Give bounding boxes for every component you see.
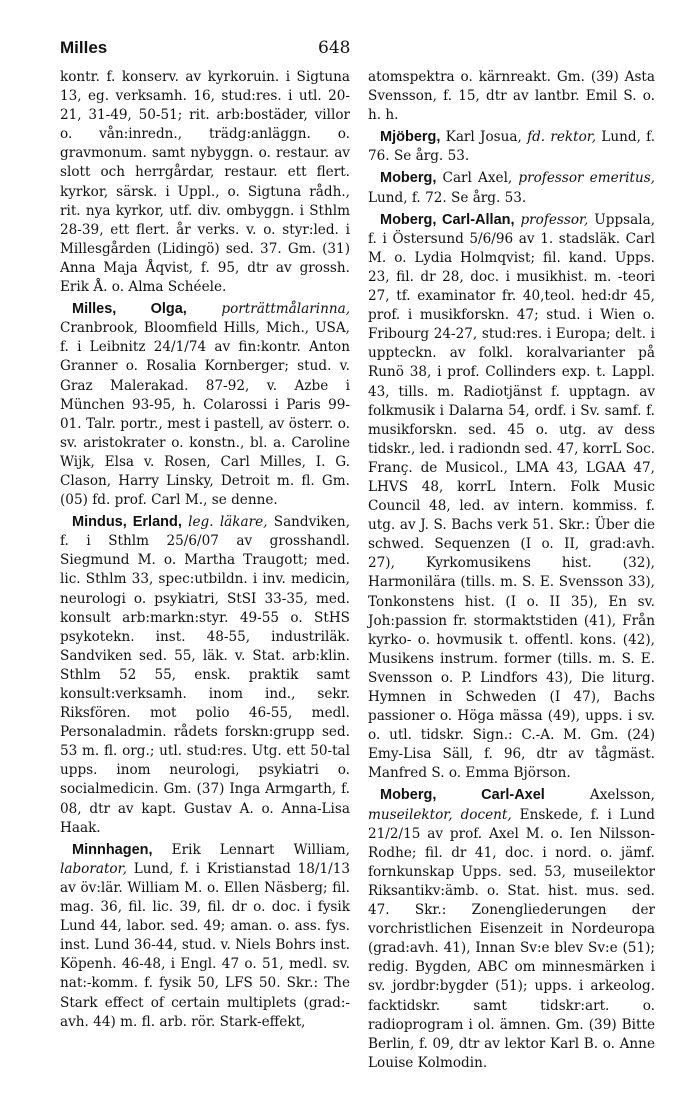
entry-milles-olga: [60, 300, 350, 510]
entry-moberg-carl-axel-axelsson: [368, 786, 655, 1072]
page-header: [60, 38, 615, 62]
entry-moberg-carl-allan: [368, 211, 655, 784]
entry-given-names: Karl Josua,: [445, 129, 522, 146]
entry-role: professor emeritus,: [518, 170, 655, 187]
entry-headword: Mindus, Erland,: [72, 514, 182, 531]
entry-text: Lund, f. i Kristianstad 18/1/13 av öv:lär. William M. o. Ellen Näsberg; fil. mag. 36, fil. lic. 39, fil. dr o. doc. i fysik Lund 44, labor. sed. 49; aman. o. ass. fys. inst. Lund 36-44, stud. v. Niels Bohrs inst. Köpenh. 46-48, i Engl. 47 o. 51, medl. sv. nat:-komm. f. fysik 50, LFS 50. Skr.: The Stark effect of certain multiplets (grad:-avh. 44) m. fl. arb. rör. Stark-effekt,: [60, 860, 351, 1030]
entry-mindus-erland: [60, 513, 350, 838]
entry-text: kontr. f. konserv. av kyrkoruin. i Sigtuna 13, eg. verksamh. 16, stud:res. i utl. 20-21, 31-49, 50-51; rit. arb:bostäder, villor o. vån:inredn., trädg:anläggn. o. gravmonum. samt nybyggn. o. restaur. av slott och herrgårdar, restaur. ett flert. kyrkor, särsk. i Uppl., o. Sigtuna rådh., rit. nya kyrkor, utf. div. ombyggn. i Sthlm 28-39, ett flert. år verks. v. o. styr:led. i Millesgården (Lidingö) sed. 37. Gm. (31) Anna Maja Åqvist, f. 95, dtr av grossh. Erik Å. o. Alma Schéele.: [60, 69, 350, 296]
entry-role: porträttmålarinna,: [221, 301, 351, 318]
running-head: Milles: [60, 38, 108, 57]
entry-headword: Moberg, Carl-Allan,: [380, 211, 515, 228]
entry-role: fd. rektor,: [527, 129, 597, 146]
entry-text: Lund, f. 76. Se årg. 53.: [368, 129, 656, 165]
entry-role: museilektor, docent,: [368, 806, 512, 823]
entry-headword: Minnhagen,: [72, 841, 153, 858]
entry-text: Enskede, f. i Lund 21/2/15 av prof. Axel M. o. Ien Nilsson-Rodhe; fil. dr 41, doc. i nord. o. jämf. fornkunskap Upps. sed. 53, museilektor Riksantikv:ämb. o. Stat. hist. mus. sed. 47. Skr.: Zonengliederungen der vorchristlichen Eisenzeit in Nordeuropa (grad:avh. 41), Innan Sv:e blev Sv:e (51); redig. Bygden, ABC om minnesmärken i sv. jordbr:bygder (51); upps. i arkeolog. facktidskr. samt tidskr:art. o. radioprogram i ol. ämnen. Gm. (39) Bitte Berlin, f. 09, dtr av lektor Karl B. o. Anne Louise Kolmodin.: [368, 806, 655, 1071]
entry-headword: Milles, Olga,: [72, 301, 187, 318]
entry-given-names: Carl Axel,: [442, 170, 513, 187]
entry-text: atomspektra o. kärnreakt. Gm. (39) Asta Svensson, f. 15, dtr av lantbr. Emil S. o. h. h.: [368, 69, 655, 124]
entry-text: Cranbrook, Bloomfield Hills, Mich., USA, f. i Leibnitz 24/1/74 av fin:kontr. Anton Granner o. Rosalia Kornberger; stud. v. Graz Malerakad. 87-92, v. Azbe i München 93-95, h. Colarossi i Paris 99-01. Talr. portr., mest i pastell, av österr. o. sv. aristokrater o. konstn., bl. a. Caroline Wijk, Elsa v. Rosen, Carl Milles, I. G. Clason, Harry Linsky, Detroit m. fl. Gm. (05) fd. prof. Carl M., se denne.: [60, 320, 350, 509]
entry-role: laborator,: [60, 860, 127, 877]
entry-headword: Moberg, Carl-Axel: [380, 787, 545, 804]
entry-given-names: Axelsson,: [589, 787, 655, 804]
entry-minnhagen-erik: [60, 841, 350, 1032]
entry-text: Lund, f. 72. Se årg. 53.: [368, 189, 527, 206]
entry-milles-continuation: [60, 68, 350, 297]
entry-text: Uppsala, f. i Östersund 5/6/96 av 1. stadsläk. Carl M. o. Lydia Holmqvist; fil. kand. Upps. 23, fil. dr 28, doc. i musikhist. m. -teori 27, tf. examinator fr. 40,teol. hed:dr 45, prof. i musikforskn. 47; stud. i Wien o. Fribourg 24-27, stud:res. i Europa; delt. i uppteckn. av folkl. koralvarianter på Runö 38, i prof. Collinders exp. t. Lappl. 43, tills. m. Radiotjänst f. upptagn. av folkmusik i Dalarna 54, ordf. i Sv. samf. f. musikforskn. sed. 45 o. utg. av dess tidskr., led. i radiondn sed. 47, korrL Soc. Franç. de Musicol., LMA 43, LGAA 47, LHVS 48, korrL Intern. Folk Music Council 48, led. av intern. kommiss. f. utg. av J. S. Bachs verk 51. Skr.: Über die schwed. Sequenzen (I o. II, grad:avh. 27), Kyrkomusikens hist. (32), Harmonilära (tills. m. S. E. Svensson 33), Tonkonstens hist. (I o. II 35), En sv. Joh:passion fr. stormaktstiden (41), Från kyrko- o. hovmusik t. offentl. kons. (42), Musikens instrum. former (tills. m. S. E. Svensson o. P. Lindfors 43), Die liturg. Hymnen in Schweden (I 47), Bachs passioner o. Höga mässa (49), upps. i sv. o. utl. tidskr. Sign.: C.-A. M. Gm. (24) Emy-Lisa Säll, f. 96, dtr av tågmäst. Manfred S. o. Emma Björson.: [368, 211, 656, 782]
entry-role: leg. läkare,: [188, 514, 268, 531]
entry-headword: Moberg,: [380, 170, 437, 187]
entry-mjoberg-karl: [368, 128, 655, 166]
entry-moberg-carl-axel-prof-emeritus: [368, 169, 655, 207]
entry-given-names: Erik Lennart William,: [171, 841, 350, 858]
right-column: [368, 68, 655, 1076]
entry-minnhagen-continuation: [368, 68, 655, 125]
left-column: [60, 68, 350, 1035]
page-number: 648: [318, 38, 351, 58]
entry-text: Sandviken, f. i Sthlm 25/6/07 av grosshandl. Siegmund M. o. Martha Traugott; med. lic. Sthlm 33, spec:utbildn. i inv. medicin, neurologi o. psykiatri, StSI 33-35, med. konsult arb:markn:styr. 49-55 o. StHS psykotekn. inst. 48-55, industriläk. Sandviken sed. 55, läk. v. Stat. arb:klin. Sthlm 52 55, ensk. praktik samt konsult:verksamh. inom ind., sekr. Riksfören. mot polio 46-55, medl. Personaladmin. rådets forskn:grupp sed. 53 m. fl. org.; utl. stud:res. Utg. ett 50-tal upps. inom neurologi, psykiatri o. socialmedicin. Gm. (37) Inga Armgarth, f. 08, dtr av kapt. Gustav A. o. Anna-Lisa Haak.: [60, 514, 351, 836]
entry-headword: Mjöberg,: [380, 129, 441, 146]
entry-role: professor,: [520, 211, 589, 228]
